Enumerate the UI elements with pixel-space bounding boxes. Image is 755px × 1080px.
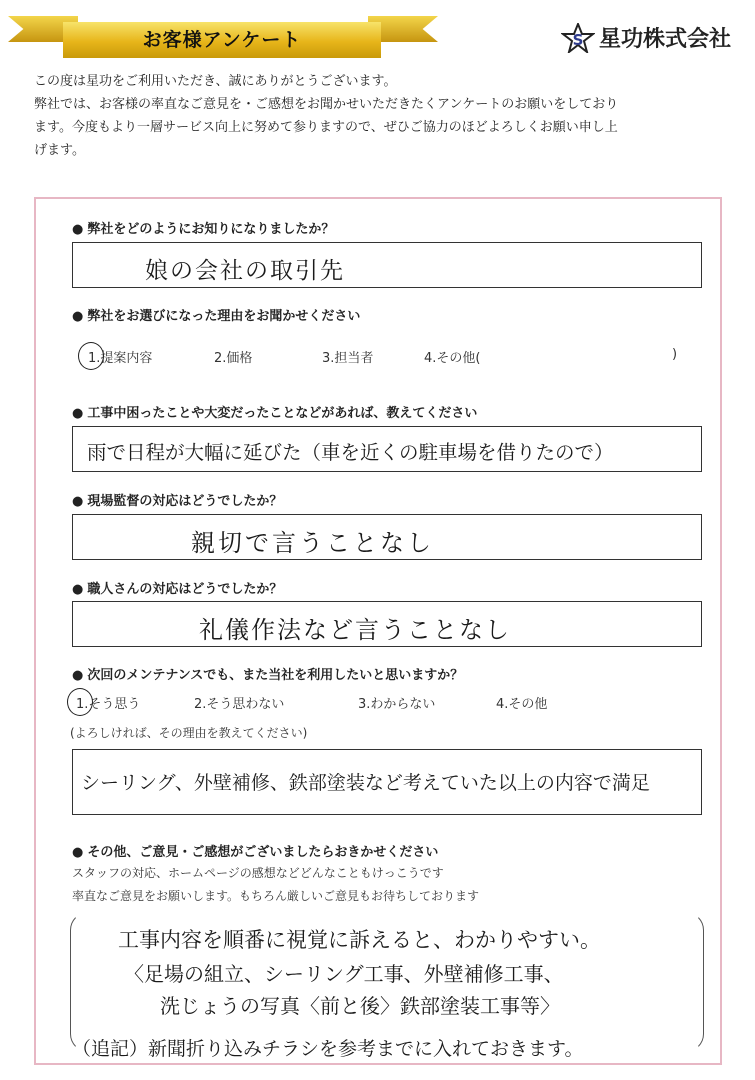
intro-line: この度は星功をご利用いただき、誠にありがとうございます。: [34, 74, 397, 89]
q2-label: ● 弊社をお選びになった理由をお聞かせください: [72, 305, 360, 324]
title-banner: [8, 10, 438, 60]
q1-label: ● 弊社をどのようにお知りになりましたか？: [72, 218, 334, 237]
q7-note-2: 率直なご意見をお願いします。もちろん厳しいご意見もお待ちしております: [72, 889, 480, 903]
q6-reason-prompt: (よろしければ、その理由を教えてください): [70, 726, 308, 740]
q3-answer-box: [72, 426, 702, 472]
q2-option-2: 2.価格: [214, 351, 253, 366]
q6-answer-box: [72, 749, 702, 815]
intro-text: [34, 70, 724, 162]
q4-label: ● 現場監督の対応はどうでしたか？: [72, 490, 282, 509]
intro-line: 弊社では、お客様の率直なご意見を・ご感想をお聞かせいただきたくアンケートのお願いをしており: [34, 97, 619, 112]
q1-answer-box: [72, 242, 702, 288]
q7-answer-line: 〈足場の組立、シーリング工事、外壁補修工事、: [124, 962, 564, 986]
q4-answer: 親切で言うことなし: [191, 529, 434, 557]
q4-answer-box: [72, 514, 702, 560]
q2-option-3: 3.担当者: [322, 351, 374, 366]
q2-selected-circle: [78, 342, 104, 370]
q7-note-1: スタッフの対応、ホームページの感想などどんなこともけっこうです: [72, 866, 444, 880]
q2-option-4: 4.その他(: [424, 351, 481, 366]
q6-option-2: 2.そう思わない: [194, 697, 285, 712]
q3-answer: 雨で日程が大幅に延びた（車を近くの駐車場を借りたので）: [87, 441, 614, 464]
page-title: お客様アンケート: [142, 29, 302, 51]
q5-answer-box: [72, 601, 702, 647]
q6-option-4: 4.その他: [496, 697, 548, 712]
intro-line: げます。: [34, 143, 85, 158]
q7-label: ● その他、ご意見・ご感想がございましたらおきかせください: [72, 841, 438, 860]
q1-answer: 娘の会社の取引先: [145, 258, 345, 284]
q2-option-1: 1.提案内容: [88, 351, 153, 366]
q6-option-3: 3.わからない: [358, 697, 436, 712]
q2-option-4-close: ): [672, 347, 678, 362]
q6-option-1: 1.そう思う: [76, 697, 141, 712]
company-logo: [561, 22, 731, 53]
q7-answer-line: 工事内容を順番に視覚に訴えると、わかりやすい。: [118, 928, 601, 952]
q5-label: ● 職人さんの対応はどうでしたか？: [72, 578, 282, 597]
q7-answer-line: （追記）新聞折り込みチラシを参考までに入れておきます。: [72, 1038, 584, 1060]
q7-answer-line: 洗じょうの写真〈前と後〉鉄部塗装工事等〉: [160, 994, 560, 1018]
intro-line: ます。今度もより一層サービス向上に努めて参りますので、ぜひご協力のほどよろしくお願い申し上: [34, 120, 618, 135]
svg-text:S: S: [572, 30, 584, 49]
q3-label: ● 工事中困ったことや大変だったことなどがあれば、教えてください: [72, 402, 477, 421]
q5-answer: 礼儀作法など言うことなし: [199, 616, 511, 644]
q6-selected-circle: [67, 688, 93, 716]
q6-answer: シーリング、外壁補修、鉄部塗装など考えていた以上の内容で満足: [81, 772, 650, 794]
company-name: 星功株式会社: [598, 26, 731, 52]
q6-label: ● 次回のメンテナンスでも、また当社を利用したいと思いますか？: [72, 664, 463, 683]
star-logo-icon: [561, 23, 595, 53]
